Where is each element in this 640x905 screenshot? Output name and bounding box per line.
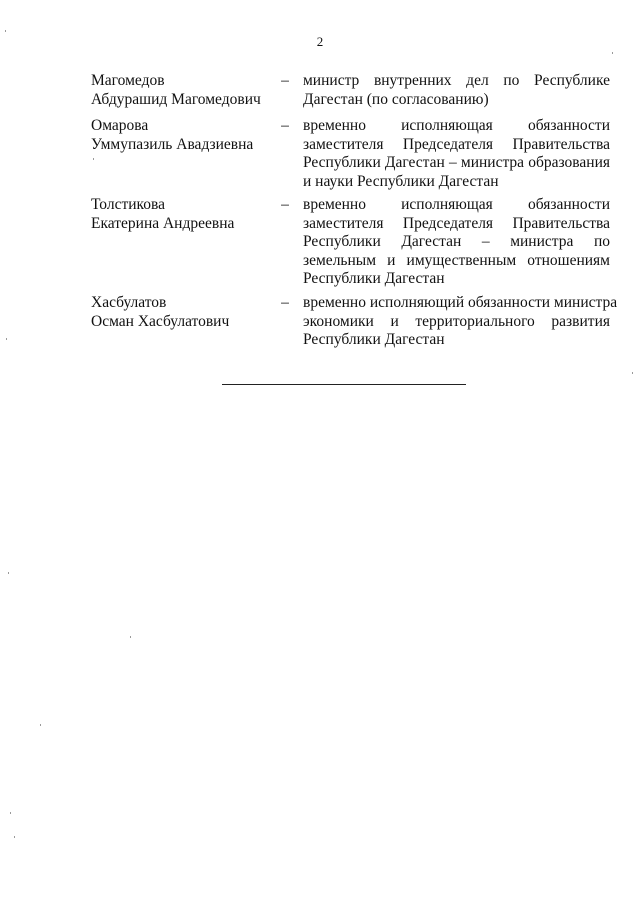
member-name: [91, 72, 276, 109]
member-given-names: Екатерина Андреевна: [91, 214, 235, 232]
position-line: временно исполняющая обязанности: [303, 196, 610, 213]
position-line: экономики и территориального развития: [303, 312, 610, 330]
scan-speck: [8, 572, 9, 574]
member-name: [91, 196, 276, 233]
member-position: [303, 196, 610, 289]
end-of-list-rule: [222, 384, 466, 385]
scan-speck: [632, 372, 633, 374]
separator-dash: –: [281, 117, 289, 134]
member-position: [303, 72, 610, 109]
position-line: земельным и имущественным отношениям: [303, 251, 610, 269]
scan-speck: [612, 52, 613, 54]
position-line: Республики Дагестан – министра по: [303, 233, 610, 250]
scan-speck: [5, 30, 6, 32]
member-name: [91, 294, 276, 331]
member-surname: Омарова: [91, 117, 149, 134]
separator-dash: –: [281, 72, 289, 89]
member-position: [303, 117, 610, 191]
position-line: Республики Дагестан: [303, 270, 445, 287]
page-number: 2: [316, 34, 324, 49]
member-surname: Толстикова: [91, 196, 166, 213]
member-given-names: Абдурашид Магомедович: [91, 90, 261, 108]
separator-dash: –: [281, 294, 289, 311]
scan-speck: [10, 812, 11, 814]
position-line: заместителя Председателя Правительства: [303, 214, 610, 232]
position-line: временно исполняющая обязанности: [303, 117, 610, 134]
scan-speck: [130, 636, 131, 638]
position-line: Дагестан (по согласованию): [303, 90, 489, 108]
member-name: [91, 117, 276, 154]
position-line: и науки Республики Дагестан: [303, 172, 499, 190]
member-given-names: Уммупазиль Авадзиевна: [91, 135, 254, 153]
member-surname: Хасбулатов: [91, 294, 167, 311]
member-given-names: Осман Хасбулатович: [91, 312, 230, 330]
scan-speck: [14, 836, 15, 838]
scan-speck: [40, 724, 41, 726]
position-line: временно исполняющий обязанности министра: [303, 294, 618, 311]
separator-dash: –: [281, 196, 289, 213]
position-line: заместителя Председателя Правительства: [303, 135, 610, 153]
position-line: министр внутренних дел по Республике: [303, 72, 610, 89]
scan-speck: [6, 338, 7, 340]
position-line: Республики Дагестан – министра образования: [303, 154, 610, 171]
member-position: [303, 294, 618, 350]
scan-speck: [93, 158, 94, 160]
member-surname: Магомедов: [91, 72, 165, 89]
position-line: Республики Дагестан: [303, 331, 445, 348]
